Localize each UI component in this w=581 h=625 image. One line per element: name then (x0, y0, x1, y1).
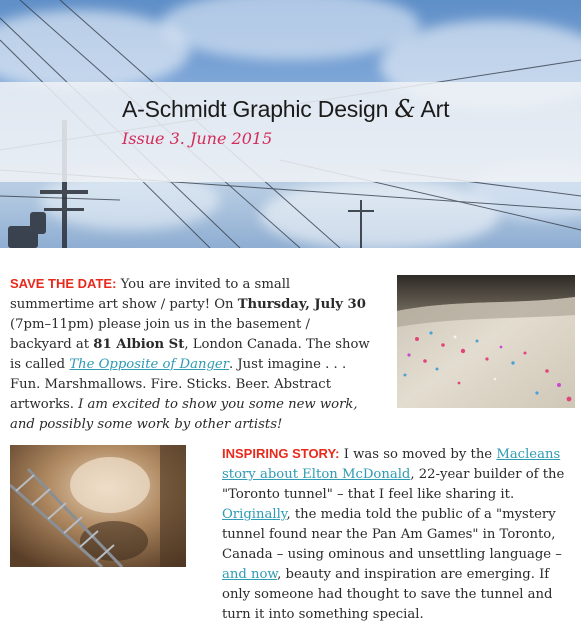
header-hero (0, 0, 581, 248)
originally-link[interactable]: Originally (222, 507, 287, 522)
issue-date: Issue 3. June 2015 (122, 129, 273, 148)
tunnel-ladder-icon (10, 445, 186, 567)
title-banner (0, 82, 581, 182)
fabric-confetti-photo (397, 275, 575, 408)
section-label: SAVE THE DATE: (10, 276, 117, 291)
tunnel-ladder-photo (10, 445, 186, 567)
show-title-link[interactable]: The Opposite of Danger (69, 357, 230, 372)
inspiring-story-text: INSPIRING STORY: I was so moved by the Macleans story about Elton McDonald, 22-year builder of the "Toronto tunnel" – that I feel like sharing it. Originally, the media told the public of a "mystery tunnel found near the Pan Am Games" in Toronto, Canada – using ominous and unsettling language – and now, beauty and inspiration are emerging. If only someone had thought to save the tunnel and turn it into something special. (222, 446, 565, 622)
fabric-confetti-icon (397, 275, 575, 408)
save-the-date-text: SAVE THE DATE: You are invited to a small summertime art show / party! On Thursday, July 30 (7pm–11pm) please join us in the basement / backyard at 81 Albion St, London Canada. The show is called The Opposite of Danger. Just imagine . . . Fun. Marshmallows. Fire. Sticks. Beer. Abstract artworks. I am excited to show you some new work, and possibly some work by other artists! (10, 276, 370, 432)
newsletter-title: A-Schmidt Graphic Design & Art (122, 95, 450, 123)
macleans-story-link[interactable]: Macleans story about Elton McDonald (222, 447, 561, 482)
and-now-link[interactable]: and now (222, 567, 278, 582)
inspiring-story-section (222, 444, 574, 625)
save-the-date-section (10, 274, 370, 435)
section-label: INSPIRING STORY: (222, 446, 340, 461)
